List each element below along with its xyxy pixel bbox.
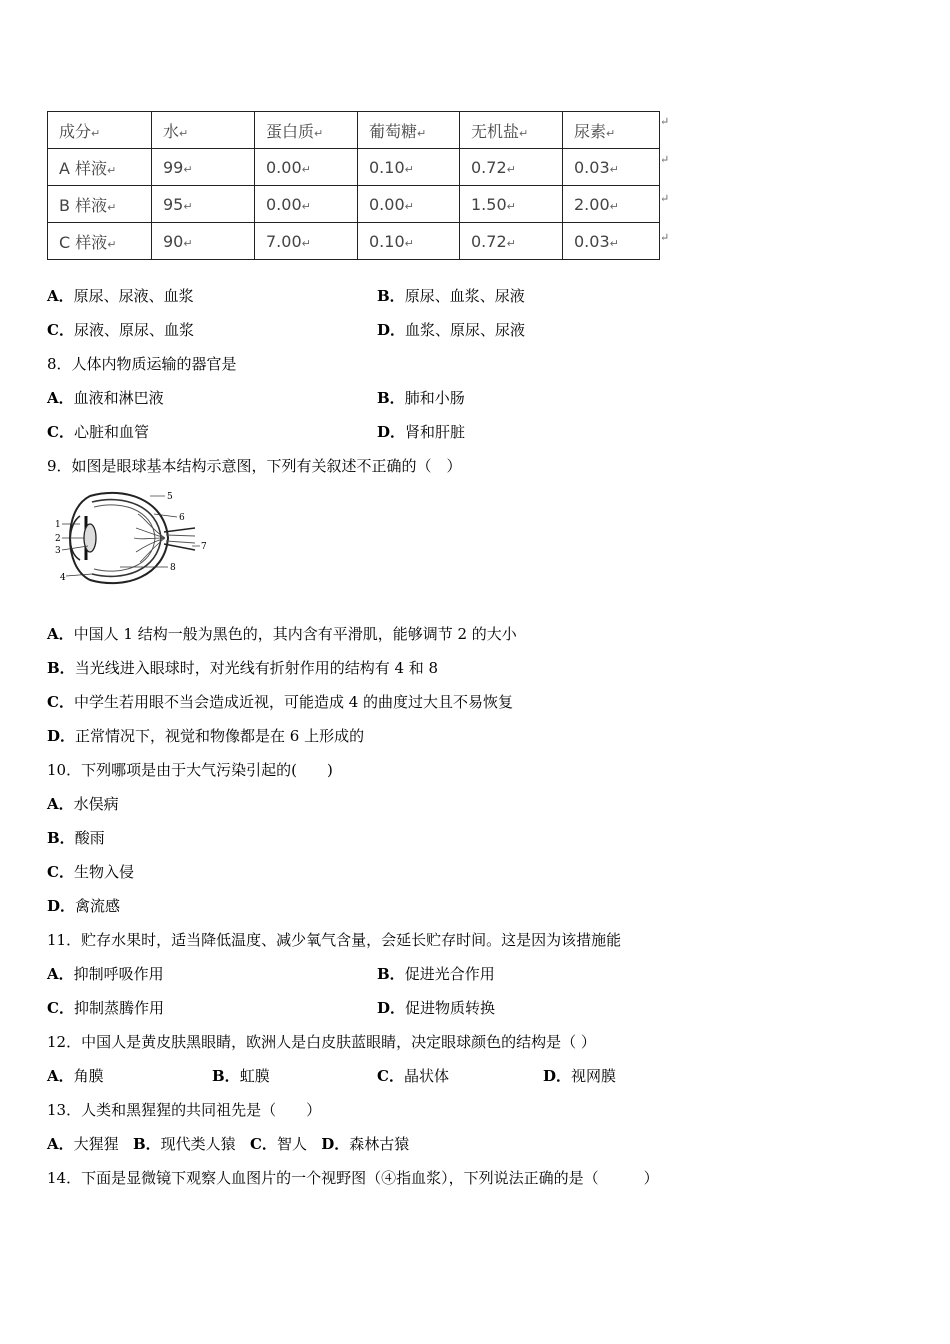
table-header-cell: 尿素↵ [563,112,660,149]
table-cell: 0.03↵ [563,149,660,186]
table-cell: 0.10↵ [358,149,460,186]
eye-label: 7 [201,542,207,552]
table-cell: 0.00↵ [358,186,460,223]
eye-label: 8 [170,563,176,573]
row-end-mark: ↵ [660,192,670,205]
table-cell: A 样液↵ [48,149,152,186]
q14-stem: 14．下面是显微镜下观察人血图片的一个视野图（④指血浆），下列说法正确的是（ ） [47,1169,659,1187]
q11-stem: 11．贮存水果时，适当降低温度、减少氧气含量，会延长贮存时间。这是因为该措施能 [47,931,622,949]
table-cell: 0.72↵ [460,149,563,186]
q7-option-d: D．血浆、原尿、尿液 [377,321,526,339]
q11-option-a: A．抑制呼吸作用 [47,965,164,983]
table-row [48,149,660,186]
q10-option-d: D．禽流感 [47,897,121,915]
q9-option-a: A．中国人 1 结构一般为黑色的，其内含有平滑肌，能够调节 2 的大小 [47,625,517,643]
q13-stem: 13．人类和黑猩猩的共同祖先是（ ） [47,1101,322,1119]
q9-option-c: C．中学生若用眼不当会造成近视，可能造成 4 的曲度过大且不易恢复 [47,693,514,711]
q10-option-a: A．水俣病 [47,795,119,813]
table-cell: 95↵ [152,186,255,223]
q8-option-b: B．肺和小肠 [377,389,465,407]
choroid-layer [92,500,161,577]
q10-option-b: B．酸雨 [47,829,105,847]
table-cell: C 样液↵ [48,223,152,260]
table-cell: 7.00↵ [255,223,358,260]
q7-option-b: B．原尿、血浆、尿液 [377,287,525,305]
eyeball-diagram [50,488,215,588]
q13-option-a: A．大猩猩 [47,1135,119,1153]
row-end-mark: ↵ [660,231,670,244]
q8-option-c: C．心脏和血管 [47,423,149,441]
q12-stem: 12．中国人是黄皮肤黑眼睛，欧洲人是白皮肤蓝眼睛，决定眼球颜色的结构是（ ） [47,1033,596,1051]
eye-label: 6 [179,513,185,523]
table-cell: 2.00↵ [563,186,660,223]
table-header-cell: 蛋白质↵ [255,112,358,149]
q12-option-d: D．视网膜 [543,1067,617,1085]
optic-nerve [166,535,195,543]
q7-option-c: C．尿液、原尿、血浆 [47,321,194,339]
q9-option-d: D．正常情况下，视觉和物像都是在 6 上形成的 [47,727,365,745]
q11-option-b: B．促进光合作用 [377,965,495,983]
q13-option-d: D．森林古猿 [321,1135,410,1153]
eye-label: 4 [60,573,66,583]
row-end-mark: ↵ [660,153,670,166]
table-cell: 0.03↵ [563,223,660,260]
q10-stem: 10．下列哪项是由于大气污染引起的( ) [47,761,333,779]
q11-option-d: D．促进物质转换 [377,999,496,1017]
q8-stem: 8．人体内物质运输的器官是 [47,355,237,373]
table-cell: B 样液↵ [48,186,152,223]
table-cell: 0.00↵ [255,149,358,186]
q13-options-line [47,1135,409,1153]
table-cell: 99↵ [152,149,255,186]
q13-option-b: B．现代类人猿 [132,1135,236,1153]
table-header-cell: 水↵ [152,112,255,149]
q8-option-a: A．血液和淋巴液 [47,389,164,407]
table-row [48,186,660,223]
composition-table [47,111,660,260]
q10-option-c: C．生物入侵 [47,863,134,881]
table-cell: 90↵ [152,223,255,260]
q12-option-a: A．角膜 [47,1067,104,1085]
lens [84,524,96,552]
q8-option-d: D．肾和肝脏 [377,423,466,441]
table-cell: 0.10↵ [358,223,460,260]
table-cell: 0.72↵ [460,223,563,260]
q9-stem: 9．如图是眼球基本结构示意图，下列有关叙述不正确的（ ） [47,457,462,475]
q12-option-c: C．晶状体 [377,1067,449,1085]
table-header-row [48,112,660,149]
eye-label: 3 [55,546,61,556]
row-end-mark: ↵ [660,115,670,128]
table-header-cell: 葡萄糖↵ [358,112,460,149]
eye-label: 5 [167,492,173,502]
eye-label: 2 [55,534,61,544]
table-cell: 0.00↵ [255,186,358,223]
table-header-cell: 无机盐↵ [460,112,563,149]
table-header-cell: 成分↵ [48,112,152,149]
q13-option-c: C．智人 [249,1135,307,1153]
q9-option-b: B．当光线进入眼球时，对光线有折射作用的结构有 4 和 8 [47,659,439,677]
table-cell: 1.50↵ [460,186,563,223]
table-row [48,223,660,260]
q7-option-a: A．原尿、尿液、血浆 [47,287,194,305]
q11-option-c: C．抑制蒸腾作用 [47,999,164,1017]
retina-layer [94,505,155,571]
eye-label: 1 [55,520,61,530]
q12-option-b: B．虹膜 [212,1067,270,1085]
